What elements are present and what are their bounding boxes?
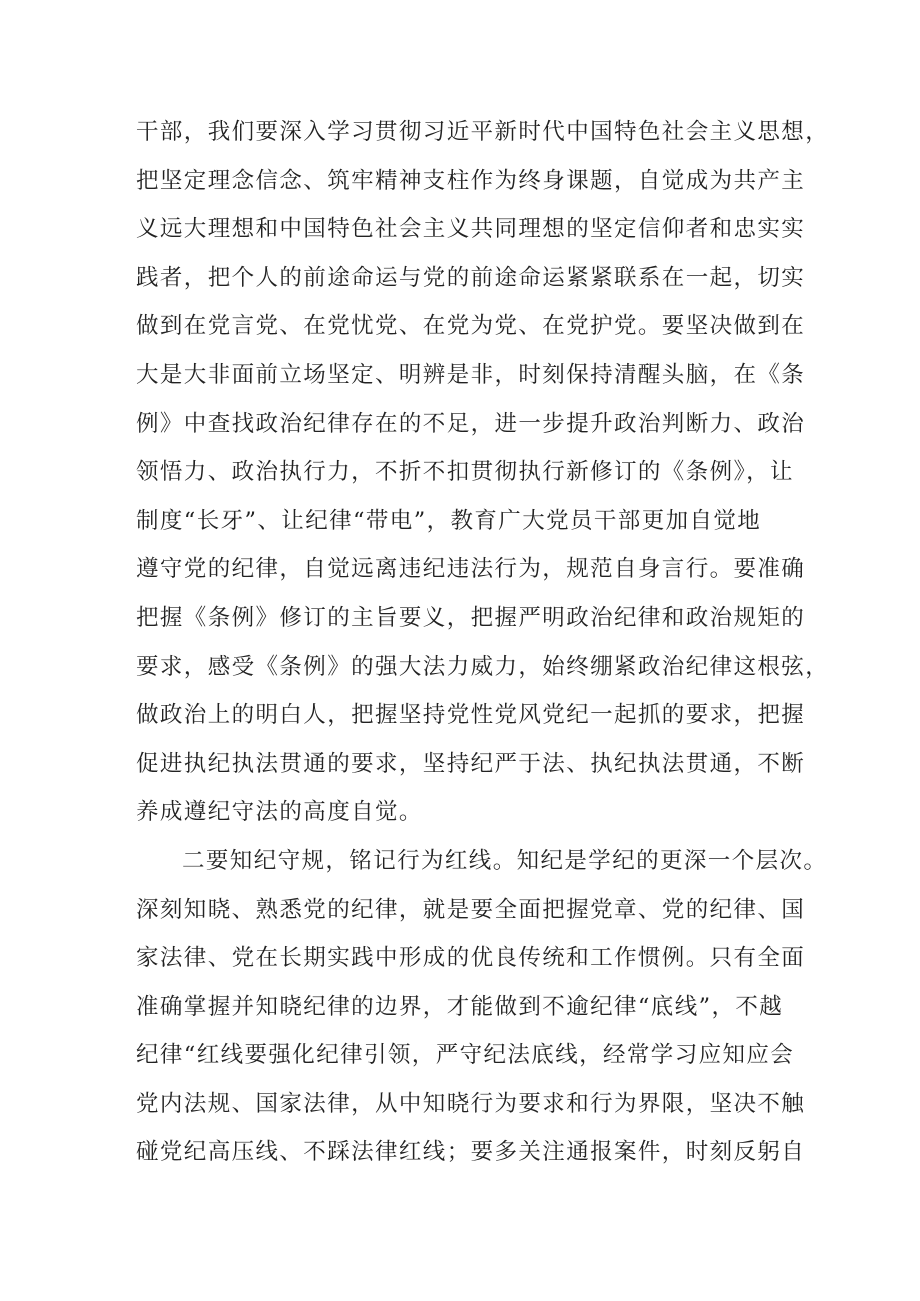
text-line: 准确掌握并知晓纪律的边界，才能做到不逾纪律“底线”，不越 [136,993,784,1020]
text-line: 做政治上的明白人，把握坚持党性党风党纪一起抓的要求，把握 [136,702,806,729]
document-body [136,108,836,1177]
text-line: 纪律“红线要强化纪律引领，严守纪法底线，经常学习应知应会 [136,1042,795,1069]
text-line: 制度“长牙”、让纪律“带电”，教育广大党员干部更加自觉地 [136,507,762,534]
text-line: 把握《条例》修订的主旨要义，把握严明政治纪律和政治规矩的 [136,604,806,631]
text-line: 做到在党言党、在党忧党、在党为党、在党护党。要坚决做到在 [136,313,806,340]
text-line-first: 二要知纪守规，铭记行为红线。知纪是学纪的更深一个层次。 [182,847,828,874]
text-line: 把坚定理念信念、筑牢精神支柱作为终身课题，自觉成为共产主 [136,167,806,194]
text-line: 家法律、党在长期实践中形成的优良传统和工作惯例。只有全面 [136,945,806,972]
text-line: 干部，我们要深入学习贯彻习近平新时代中国特色社会主义思想， [136,119,830,145]
text-line: 义远大理想和中国特色社会主义共同理想的坚定信仰者和忠实实 [136,216,806,243]
text-line: 践者，把个人的前途命运与党的前途命运紧紧联系在一起，切实 [136,264,806,291]
text-line: 要求，感受《条例》的强大法力威力，始终绷紧政治纪律这根弦， [136,653,830,680]
paragraph-2 [136,837,836,1177]
text-line: 深刻知晓、熟悉党的纪律，就是要全面把握党章、党的纪律、国 [136,896,806,923]
text-line: 促进执纪执法贯通的要求，坚持纪严于法、执纪执法贯通，不断 [136,750,806,777]
text-line: 例》中查找政治纪律存在的不足，进一步提升政治判断力、政治 [136,410,806,437]
text-line: 大是大非面前立场坚定、明辨是非，时刻保持清醒头脑，在《条 [136,361,806,388]
text-line: 养成遵纪守法的高度自觉。 [136,799,423,826]
text-line: 领悟力、政治执行力，不折不扣贯彻执行新修订的《条例》，让 [136,459,794,486]
paragraph-1 [136,108,836,837]
text-line: 遵守党的纪律，自觉远离违纪违法行为，规范自身言行。要准确 [136,556,806,583]
text-line: 碰党纪高压线、不踩法律红线；要多关注通报案件，时刻反躬自 [136,1139,806,1166]
text-line: 党内法规、国家法律，从中知晓行为要求和行为界限，坚决不触 [136,1090,806,1117]
